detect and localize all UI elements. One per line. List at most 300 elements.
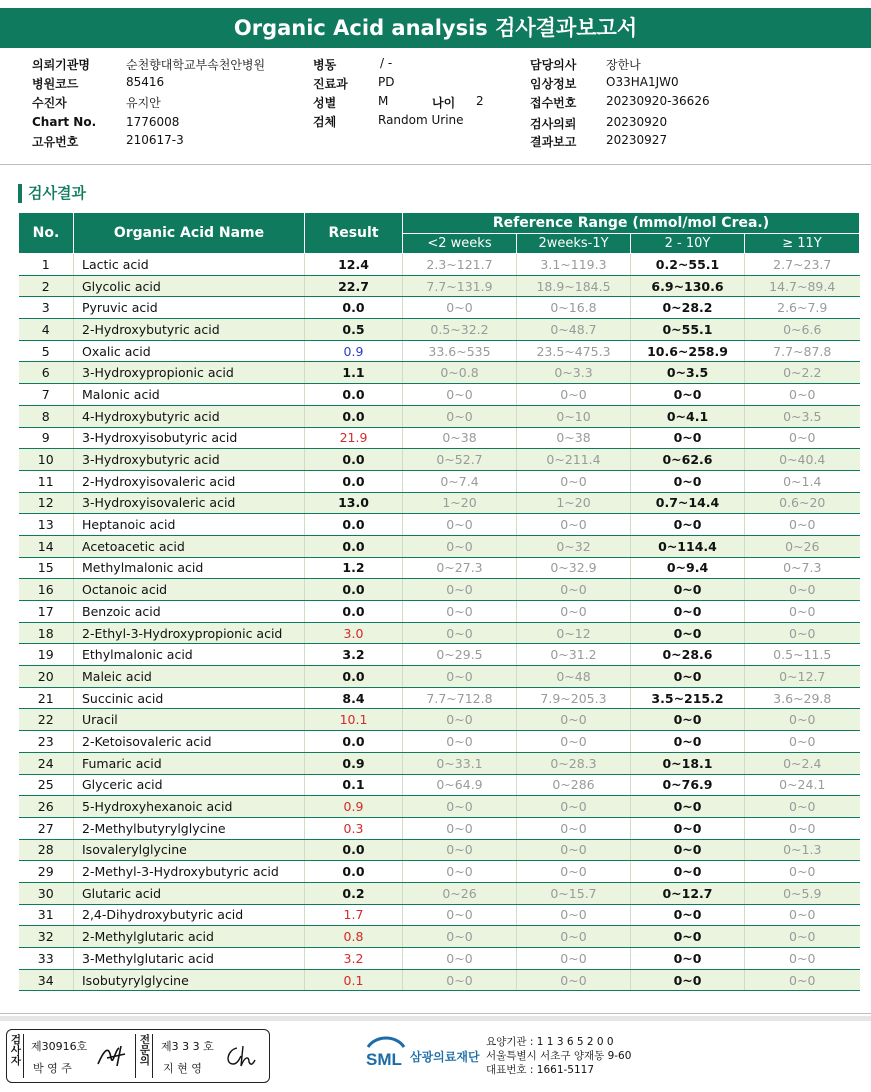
ref-under-2-weeks: 0~0 [403, 731, 517, 753]
ref-2-weeks-1-year: 0~0 [517, 579, 631, 601]
result-value: 0.0 [305, 514, 403, 536]
acid-name: Lactic acid [74, 254, 305, 276]
report-title: Organic Acid analysis 검사결과보고서 [0, 8, 871, 48]
acid-name: Octanoic acid [74, 579, 305, 601]
acid-name: 2-Hydroxyisovaleric acid [74, 470, 305, 492]
ref-under-2-weeks: 0~0 [403, 514, 517, 536]
ref-col-header: 2 - 10Y [631, 234, 745, 254]
table-row [19, 731, 860, 753]
ref-2-weeks-1-year: 0~0 [517, 926, 631, 948]
table-row [19, 969, 860, 991]
table-row [19, 275, 860, 297]
ref-2-weeks-1-year: 23.5~475.3 [517, 340, 631, 362]
sex-value: M [378, 94, 389, 108]
ref-11-years-plus: 0~6.6 [745, 319, 860, 341]
result-value: 0.9 [305, 752, 403, 774]
row-number: 21 [19, 687, 74, 709]
acid-name: Methylmalonic acid [74, 557, 305, 579]
row-number: 13 [19, 514, 74, 536]
hospital-code-label: 병원코드 [32, 77, 79, 91]
hospital-code-value: 85416 [126, 75, 165, 89]
result-value: 21.9 [305, 427, 403, 449]
row-number: 32 [19, 926, 74, 948]
ref-2-10-years: 0~114.4 [631, 535, 745, 557]
table-row [19, 470, 860, 492]
result-value: 1.1 [305, 362, 403, 384]
table-row [19, 449, 860, 471]
ref-2-weeks-1-year: 0~31.2 [517, 644, 631, 666]
result-value: 0.0 [305, 731, 403, 753]
ref-under-2-weeks: 0~64.9 [403, 774, 517, 796]
ref-2-10-years: 0~0 [631, 731, 745, 753]
ref-11-years-plus: 0~1.4 [745, 470, 860, 492]
ref-2-10-years: 0~0 [631, 579, 745, 601]
ref-under-2-weeks: 0~29.5 [403, 644, 517, 666]
acid-name: Maleic acid [74, 666, 305, 688]
examiner-label-text: 검사자 [9, 1034, 22, 1066]
ref-col-header: ≥ 11Y [745, 234, 860, 254]
acid-name: 2-Ketoisovaleric acid [74, 731, 305, 753]
ref-11-years-plus: 0~0 [745, 709, 860, 731]
result-value: 0.0 [305, 470, 403, 492]
ref-under-2-weeks: 0~7.4 [403, 470, 517, 492]
acid-name: Glyceric acid [74, 774, 305, 796]
row-number: 6 [19, 362, 74, 384]
table-row [19, 405, 860, 427]
patient-value: 유지안 [126, 96, 161, 110]
ref-2-10-years: 0~0 [631, 709, 745, 731]
ref-2-weeks-1-year: 0~48.7 [517, 319, 631, 341]
ref-under-2-weeks: 7.7~131.9 [403, 275, 517, 297]
ref-2-10-years: 0~0 [631, 969, 745, 991]
table-row [19, 492, 860, 514]
ref-2-weeks-1-year: 1~20 [517, 492, 631, 514]
acid-name: 2-Hydroxybutyric acid [74, 319, 305, 341]
ref-2-weeks-1-year: 0~32.9 [517, 557, 631, 579]
row-number: 31 [19, 904, 74, 926]
result-value: 22.7 [305, 275, 403, 297]
ref-2-weeks-1-year: 0~0 [517, 969, 631, 991]
row-number: 4 [19, 319, 74, 341]
ref-2-10-years: 0~0 [631, 948, 745, 970]
ref-11-years-plus: 14.7~89.4 [745, 275, 860, 297]
ref-under-2-weeks: 0~0 [403, 817, 517, 839]
receipt-no-value: 20230920-36626 [606, 94, 710, 108]
row-number: 12 [19, 492, 74, 514]
ref-2-10-years: 0~0 [631, 384, 745, 406]
org-address: 서울특별시 서초구 양재동 9-60 [486, 1050, 632, 1062]
ref-under-2-weeks: 0~0 [403, 384, 517, 406]
result-value: 12.4 [305, 254, 403, 276]
request-date-value: 20230920 [606, 115, 668, 129]
doctor-value: 장한나 [606, 58, 641, 72]
table-row [19, 362, 860, 384]
col-header-no: No. [19, 213, 74, 254]
acid-name: Uracil [74, 709, 305, 731]
ref-2-weeks-1-year: 0~0 [517, 948, 631, 970]
signature-box [6, 1029, 270, 1083]
acid-name: Acetoacetic acid [74, 535, 305, 557]
ref-2-10-years: 0~62.6 [631, 449, 745, 471]
footer-band [0, 1016, 871, 1021]
ref-under-2-weeks: 0~33.1 [403, 752, 517, 774]
table-row [19, 427, 860, 449]
row-number: 25 [19, 774, 74, 796]
approver-label [135, 1034, 153, 1078]
ref-under-2-weeks: 1~20 [403, 492, 517, 514]
result-value: 0.9 [305, 340, 403, 362]
col-header-name: Organic Acid Name [74, 213, 305, 254]
ref-11-years-plus: 0~26 [745, 535, 860, 557]
patient-label: 수진자 [32, 96, 67, 110]
acid-name: Ethylmalonic acid [74, 644, 305, 666]
clinical-info-value: O33HA1JW0 [606, 75, 679, 89]
result-value: 0.1 [305, 969, 403, 991]
ref-2-10-years: 0~18.1 [631, 752, 745, 774]
ref-under-2-weeks: 0~0 [403, 926, 517, 948]
ref-2-10-years: 0.2~55.1 [631, 254, 745, 276]
ref-11-years-plus: 0~0 [745, 514, 860, 536]
ref-11-years-plus: 0~2.2 [745, 362, 860, 384]
results-body [19, 254, 860, 991]
table-row [19, 796, 860, 818]
row-number: 28 [19, 839, 74, 861]
ref-2-weeks-1-year: 7.9~205.3 [517, 687, 631, 709]
acid-name: Glutaric acid [74, 882, 305, 904]
ref-2-10-years: 0.7~14.4 [631, 492, 745, 514]
ref-2-10-years: 0~55.1 [631, 319, 745, 341]
acid-name: Malonic acid [74, 384, 305, 406]
row-number: 15 [19, 557, 74, 579]
ref-2-10-years: 0~0 [631, 601, 745, 623]
table-row [19, 687, 860, 709]
ref-11-years-plus: 0~0 [745, 384, 860, 406]
ref-11-years-plus: 0~0 [745, 861, 860, 883]
result-value: 0.0 [305, 535, 403, 557]
ref-2-10-years: 0~28.6 [631, 644, 745, 666]
result-value: 0.0 [305, 405, 403, 427]
acid-name: 2-Methyl-3-Hydroxybutyric acid [74, 861, 305, 883]
ref-2-weeks-1-year: 0~3.3 [517, 362, 631, 384]
ref-11-years-plus: 2.7~23.7 [745, 254, 860, 276]
ref-2-10-years: 0~0 [631, 926, 745, 948]
table-row [19, 297, 860, 319]
approver-name: 지 현 영 [163, 1062, 202, 1075]
acid-name: 5-Hydroxyhexanoic acid [74, 796, 305, 818]
ref-under-2-weeks: 0~38 [403, 427, 517, 449]
ref-2-10-years: 0~76.9 [631, 774, 745, 796]
result-value: 0.0 [305, 666, 403, 688]
ref-11-years-plus: 0~7.3 [745, 557, 860, 579]
result-value: 0.1 [305, 774, 403, 796]
ref-2-weeks-1-year: 0~0 [517, 839, 631, 861]
result-value: 13.0 [305, 492, 403, 514]
ref-11-years-plus: 0~1.3 [745, 839, 860, 861]
ref-2-10-years: 0~9.4 [631, 557, 745, 579]
ward-label: 병동 [313, 58, 337, 72]
row-number: 1 [19, 254, 74, 276]
ref-2-10-years: 0~0 [631, 514, 745, 536]
ref-11-years-plus: 7.7~87.8 [745, 340, 860, 362]
acid-name: 3-Methylglutaric acid [74, 948, 305, 970]
ref-2-10-years: 6.9~130.6 [631, 275, 745, 297]
table-row [19, 817, 860, 839]
ref-2-10-years: 0~4.1 [631, 405, 745, 427]
acid-name: 3-Hydroxyisovaleric acid [74, 492, 305, 514]
ref-11-years-plus: 0~0 [745, 948, 860, 970]
acid-name: Fumaric acid [74, 752, 305, 774]
org-name: 삼광의료재단 [410, 1050, 480, 1064]
ref-2-10-years: 0~0 [631, 622, 745, 644]
table-row [19, 882, 860, 904]
acid-name: Pyruvic acid [74, 297, 305, 319]
row-number: 5 [19, 340, 74, 362]
ref-11-years-plus: 3.6~29.8 [745, 687, 860, 709]
report-date-value: 20230927 [606, 133, 668, 147]
row-number: 2 [19, 275, 74, 297]
result-value: 0.0 [305, 601, 403, 623]
ref-under-2-weeks: 0~0 [403, 666, 517, 688]
ref-2-10-years: 0~0 [631, 839, 745, 861]
ref-2-10-years: 0~0 [631, 861, 745, 883]
result-value: 1.7 [305, 904, 403, 926]
ref-2-weeks-1-year: 0~16.8 [517, 297, 631, 319]
ref-2-weeks-1-year: 0~0 [517, 709, 631, 731]
row-number: 19 [19, 644, 74, 666]
table-row [19, 579, 860, 601]
ref-under-2-weeks: 0~0 [403, 861, 517, 883]
ref-under-2-weeks: 0~0 [403, 904, 517, 926]
ref-11-years-plus: 0.5~11.5 [745, 644, 860, 666]
ref-11-years-plus: 0~0 [745, 904, 860, 926]
ref-2-weeks-1-year: 0~0 [517, 861, 631, 883]
ref-11-years-plus: 0~3.5 [745, 405, 860, 427]
ref-11-years-plus: 0~0 [745, 579, 860, 601]
ref-under-2-weeks: 0~0 [403, 969, 517, 991]
request-date-label: 검사의뢰 [530, 117, 577, 131]
sml-logo [364, 1033, 480, 1076]
ref-under-2-weeks: 0~0 [403, 535, 517, 557]
examiner-signature [95, 1042, 131, 1070]
ref-under-2-weeks: 0~0 [403, 796, 517, 818]
result-value: 0.3 [305, 817, 403, 839]
row-number: 23 [19, 731, 74, 753]
ref-11-years-plus: 0~12.7 [745, 666, 860, 688]
footer [0, 1023, 871, 1092]
ref-under-2-weeks: 33.6~535 [403, 340, 517, 362]
ref-11-years-plus: 0~2.4 [745, 752, 860, 774]
ref-2-weeks-1-year: 0~0 [517, 731, 631, 753]
acid-name: Succinic acid [74, 687, 305, 709]
ref-under-2-weeks: 0.5~32.2 [403, 319, 517, 341]
ref-2-weeks-1-year: 0~32 [517, 535, 631, 557]
ref-2-weeks-1-year: 0~10 [517, 405, 631, 427]
ref-11-years-plus: 0~0 [745, 817, 860, 839]
result-value: 0.0 [305, 297, 403, 319]
age-label: 나이 [432, 96, 456, 110]
divider [0, 164, 871, 165]
result-value: 0.0 [305, 384, 403, 406]
patient-info [0, 52, 871, 152]
row-number: 33 [19, 948, 74, 970]
table-row [19, 861, 860, 883]
ref-11-years-plus: 0.6~20 [745, 492, 860, 514]
institution-value: 순천향대학교부속천안병원 [126, 58, 266, 72]
table-row [19, 926, 860, 948]
ref-2-weeks-1-year: 0~0 [517, 384, 631, 406]
result-value: 0.0 [305, 579, 403, 601]
org-code: 요양기관 : 1 1 3 6 5 2 0 0 [486, 1036, 614, 1048]
table-row [19, 948, 860, 970]
sml-logo-icon [364, 1033, 408, 1073]
ref-2-weeks-1-year: 0~0 [517, 470, 631, 492]
acid-name: Heptanoic acid [74, 514, 305, 536]
row-number: 14 [19, 535, 74, 557]
acid-name: 3-Hydroxybutyric acid [74, 449, 305, 471]
result-value: 3.0 [305, 622, 403, 644]
col-header-result: Result [305, 213, 403, 254]
divider [0, 1013, 871, 1014]
department-value: PD [378, 75, 395, 89]
ref-2-10-years: 0~0 [631, 817, 745, 839]
approver-label-text: 전문의 [138, 1034, 151, 1066]
result-value: 0.9 [305, 796, 403, 818]
table-row [19, 839, 860, 861]
ref-2-weeks-1-year: 3.1~119.3 [517, 254, 631, 276]
table-row [19, 904, 860, 926]
doctor-label: 담당의사 [530, 58, 577, 72]
ref-under-2-weeks: 0~0.8 [403, 362, 517, 384]
ref-2-10-years: 0~3.5 [631, 362, 745, 384]
row-number: 24 [19, 752, 74, 774]
row-number: 26 [19, 796, 74, 818]
acid-name: Oxalic acid [74, 340, 305, 362]
result-value: 1.2 [305, 557, 403, 579]
ref-2-10-years: 0~28.2 [631, 297, 745, 319]
ref-11-years-plus: 0~0 [745, 601, 860, 623]
ref-2-10-years: 3.5~215.2 [631, 687, 745, 709]
row-number: 9 [19, 427, 74, 449]
table-row [19, 535, 860, 557]
row-number: 7 [19, 384, 74, 406]
ref-2-weeks-1-year: 0~12 [517, 622, 631, 644]
acid-name: Glycolic acid [74, 275, 305, 297]
clinical-info-label: 임상정보 [530, 77, 577, 91]
acid-name: Benzoic acid [74, 601, 305, 623]
row-number: 30 [19, 882, 74, 904]
result-value: 0.0 [305, 839, 403, 861]
org-phone: 대표번호 : 1661-5117 [486, 1064, 595, 1076]
institution-label: 의뢰기관명 [32, 58, 90, 72]
receipt-no-label: 접수번호 [530, 96, 577, 110]
ref-col-header: <2 weeks [403, 234, 517, 254]
table-row [19, 666, 860, 688]
ref-col-header: 2weeks-1Y [517, 234, 631, 254]
ref-under-2-weeks: 0~0 [403, 839, 517, 861]
ref-2-10-years: 0~0 [631, 470, 745, 492]
table-row [19, 557, 860, 579]
specimen-value: Random Urine [378, 113, 464, 127]
ref-11-years-plus: 0~5.9 [745, 882, 860, 904]
row-number: 16 [19, 579, 74, 601]
table-row [19, 709, 860, 731]
row-number: 8 [19, 405, 74, 427]
acid-name: 3-Hydroxypropionic acid [74, 362, 305, 384]
chart-no-value: 1776008 [126, 115, 180, 129]
examiner-name: 박 영 주 [33, 1062, 72, 1075]
ref-under-2-weeks: 0~0 [403, 297, 517, 319]
table-row [19, 319, 860, 341]
row-number: 11 [19, 470, 74, 492]
acid-name: 4-Hydroxybutyric acid [74, 405, 305, 427]
table-row [19, 644, 860, 666]
ref-2-weeks-1-year: 0~0 [517, 796, 631, 818]
ref-2-weeks-1-year: 0~0 [517, 817, 631, 839]
unique-no-label: 고유번호 [32, 135, 79, 149]
ref-11-years-plus: 0~0 [745, 622, 860, 644]
age-value: 2 [476, 94, 484, 108]
results-table [18, 212, 860, 991]
acid-name: 2-Ethyl-3-Hydroxypropionic acid [74, 622, 305, 644]
sex-label: 성별 [313, 96, 337, 110]
unique-no-value: 210617-3 [126, 133, 184, 147]
table-row [19, 384, 860, 406]
result-value: 0.8 [305, 926, 403, 948]
ref-2-weeks-1-year: 18.9~184.5 [517, 275, 631, 297]
ref-11-years-plus: 0~0 [745, 427, 860, 449]
result-value: 0.0 [305, 449, 403, 471]
ref-2-10-years: 0~0 [631, 904, 745, 926]
acid-name: Isobutyrylglycine [74, 969, 305, 991]
ref-2-10-years: 0~0 [631, 666, 745, 688]
row-number: 34 [19, 969, 74, 991]
ref-2-weeks-1-year: 0~38 [517, 427, 631, 449]
report-date-label: 결과보고 [530, 135, 577, 149]
ref-2-weeks-1-year: 0~0 [517, 601, 631, 623]
ref-11-years-plus: 0~0 [745, 796, 860, 818]
ref-under-2-weeks: 0~0 [403, 601, 517, 623]
result-value: 10.1 [305, 709, 403, 731]
acid-name: Isovalerylglycine [74, 839, 305, 861]
result-value: 0.0 [305, 861, 403, 883]
ref-2-10-years: 0~0 [631, 427, 745, 449]
department-label: 진료과 [313, 77, 348, 91]
result-value: 0.2 [305, 882, 403, 904]
acid-name: 2-Methylglutaric acid [74, 926, 305, 948]
ref-2-10-years: 0~0 [631, 796, 745, 818]
table-row [19, 774, 860, 796]
ref-11-years-plus: 2.6~7.9 [745, 297, 860, 319]
result-value: 0.5 [305, 319, 403, 341]
row-number: 3 [19, 297, 74, 319]
ref-2-10-years: 0~12.7 [631, 882, 745, 904]
ref-2-weeks-1-year: 0~0 [517, 514, 631, 536]
examiner-license: 제30916호 [31, 1040, 88, 1053]
ref-2-weeks-1-year: 0~48 [517, 666, 631, 688]
acid-name: 2,4-Dihydroxybutyric acid [74, 904, 305, 926]
ref-2-weeks-1-year: 0~211.4 [517, 449, 631, 471]
examiner-label [7, 1034, 24, 1078]
approver-signature [223, 1042, 259, 1070]
row-number: 20 [19, 666, 74, 688]
result-value: 3.2 [305, 644, 403, 666]
approver-license: 제3 3 3 호 [161, 1040, 214, 1053]
sml-logo-text: SML [366, 1050, 402, 1069]
ref-2-weeks-1-year: 0~0 [517, 904, 631, 926]
specimen-label: 검체 [313, 115, 337, 129]
ref-11-years-plus: 0~0 [745, 731, 860, 753]
reference-range-header: Reference Range (mmol/mol Crea.) [403, 213, 860, 234]
